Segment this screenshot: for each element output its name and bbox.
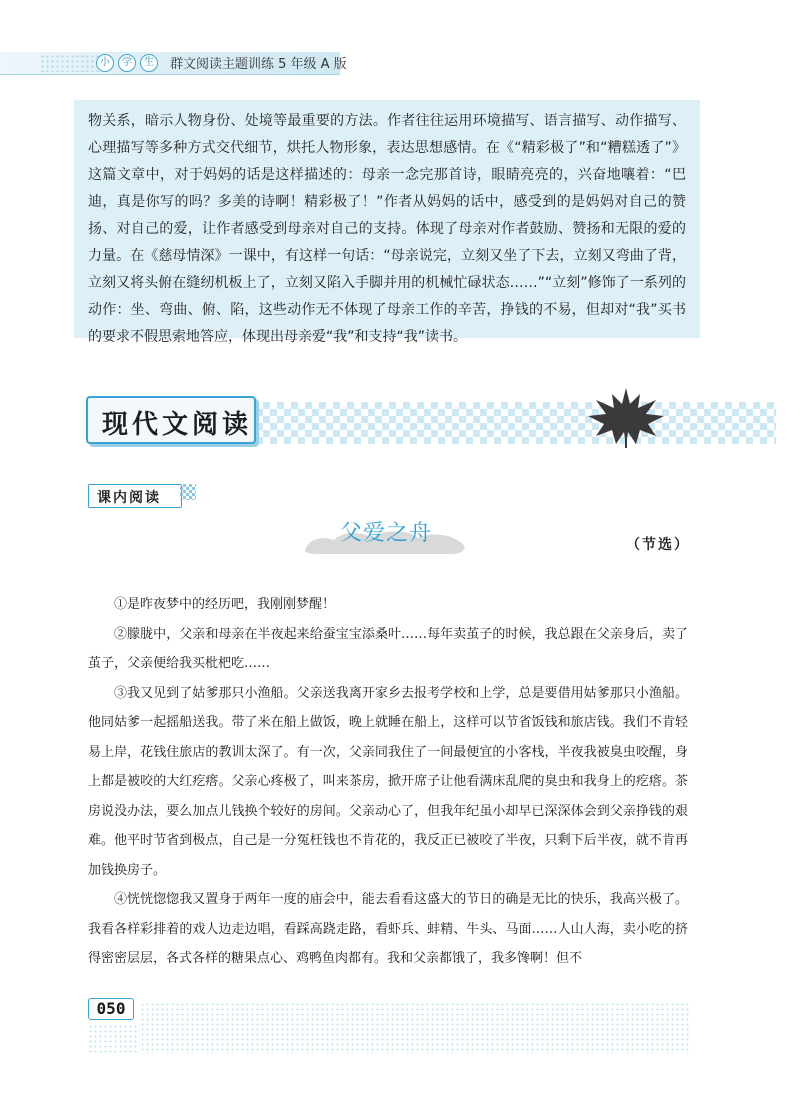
section-title: 现代文阅读: [102, 410, 253, 440]
page-header: [0, 44, 800, 78]
book-title: 群文阅读主题训练 5 年级 A 版: [170, 57, 347, 72]
paragraph-1: ①是昨夜梦中的经历吧，我刚刚梦醒！: [114, 597, 336, 612]
header-dot-pattern: [40, 54, 100, 72]
header-badge-1: 小: [96, 54, 114, 72]
sub-heading-label: 课内阅读: [97, 490, 161, 506]
page-number: 050: [88, 998, 134, 1020]
header-badge-2: 学: [118, 54, 136, 72]
paragraph-4: ④恍恍惚惚我又置身于两年一度的庙会中，能去看看这盛大的节日的确是无比的快乐，我高兴极了。我看各样彩排着的戏人边走边唱，看踩高跷走路，看虾兵、蚌精、牛头、马面……人山人海，卖小吃的挤得密密层层，各式各样的糖果点心、鸡鸭鱼肉都有。我和父亲都饿了，我多馋啊！但不: [88, 892, 688, 966]
footer-dot-pattern: [140, 1002, 690, 1054]
banner-label-box: [86, 396, 256, 444]
maple-leaf-icon: [586, 386, 666, 448]
banner-checker-pattern: [256, 402, 776, 444]
article-title: 父爱之舟: [340, 521, 433, 546]
header-badge-3: 生: [140, 54, 158, 72]
sub-heading-box: [88, 484, 182, 508]
summary-box: [74, 100, 700, 345]
sub-heading-pixel-decoration: [180, 484, 196, 500]
excerpt-note: （节选）: [626, 537, 690, 553]
footer-dot-pattern-left: [88, 1024, 140, 1054]
section-banner: [86, 386, 696, 446]
summary-text: 物关系，暗示人物身份、处境等最重要的方法。作者往往运用环境描写、语言描写、动作描写、心理描写等多种方式交代细节，烘托人物形象，表达思想感情。在《“精彩极了”和“糟糕透了”》这篇文章中，对于妈妈的话是这样描述的：母亲一念完那首诗，眼睛亮亮的，兴奋地嚷着：“巴迪，真是你写的吗？多美的诗啊！精彩极了！”作者从妈妈的话中，感受到的是妈妈对自己的赞扬、对自己的爱，让作者感受到母亲对自己的支持。体现了母亲对作者鼓励、赞扬和无限的爱的力量。在《慈母情深》一课中，有这样一句话：“母亲说完，立刻又坐了下去，立刻又弯曲了背，立刻又将头俯在缝纫机板上了，立刻又陷入手脚并用的机械忙碌状态……”“立刻”修饰了一系列的动作：坐、弯曲、俯、陷，这些动作无不体现了母亲工作的辛苦，挣钱的不易，但却对“我”买书的要求不假思索地答应，体现出母亲爱“我”和支持“我”读书。: [88, 113, 686, 345]
article-body: [88, 590, 688, 974]
paragraph-3: ③我又见到了姑爹那只小渔船。父亲送我离开家乡去报考学校和上学，总是要借用姑爹那只小渔船。他同姑爹一起摇船送我。带了米在船上做饭，晚上就睡在船上，这样可以节省饭钱和旅店钱。我们不肯轻易上岸，花钱住旅店的教训太深了。有一次，父亲同我住了一间最便宜的小客栈，半夜我被臭虫咬醒，身上都是被咬的大红疙瘩。父亲心疼极了，叫来茶房，掀开席子让他看满床乱爬的臭虫和我身上的疙瘩。茶房说没办法，要么加点儿钱换个较好的房间。父亲动心了，但我年纪虽小却早已深深体会到父亲挣钱的艰难。他平时节省到极点，自己是一分冤枉钱也不肯花的，我反正已被咬了半夜，只剩下后半夜，就不肯再加钱换房子。: [88, 685, 688, 878]
article-title-area: [300, 516, 470, 558]
paragraph-2: ②朦胧中，父亲和母亲在半夜起来给蚕宝宝添桑叶……每年卖茧子的时候，我总跟在父亲身后，卖了茧子，父亲便给我买枇杷吃……: [88, 626, 688, 671]
